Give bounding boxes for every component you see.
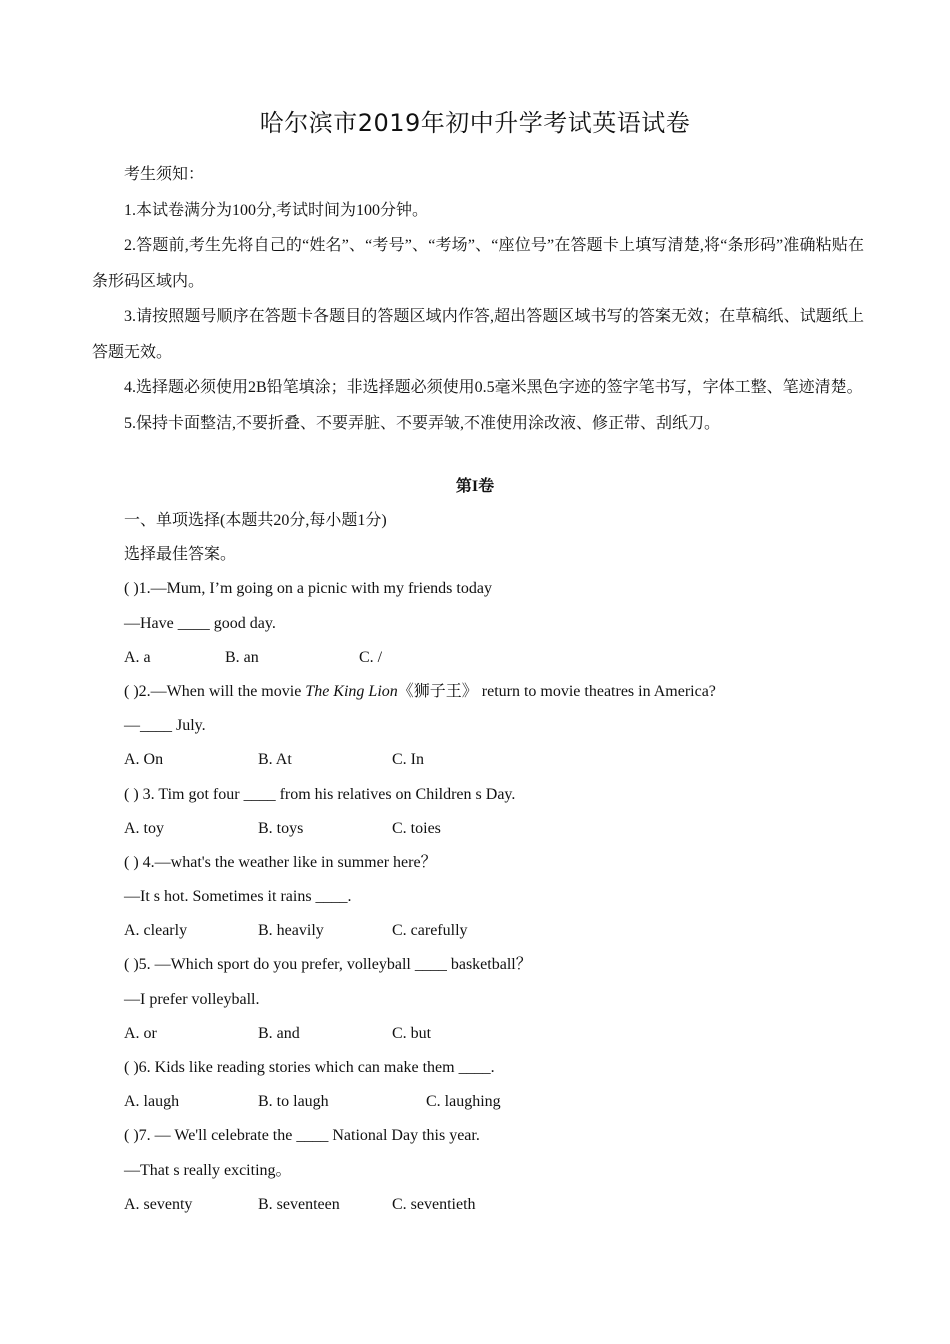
question-2-stem-end: 《狮子王》 return to movie theatres in America?: [397, 682, 716, 700]
question-6-options: [124, 1085, 864, 1119]
notice-item-4: 4.选择题必须使用2B铅笔填涂；非选择题必须使用0.5毫米黑色字迹的签字笔书写，字体工整、笔迹清楚。: [124, 379, 863, 396]
question-1-options: [124, 641, 864, 675]
question-7-option-c: C. seventieth: [392, 1195, 476, 1213]
question-2-option-a: A. On: [124, 751, 164, 769]
question-7-option-a: A. seventy: [124, 1195, 193, 1213]
question-2-option-b: B. At: [258, 751, 292, 769]
question-1-reply: —Have ____ good day.: [124, 614, 276, 632]
question-5-reply: —I prefer volleyball.: [124, 990, 260, 1008]
question-3-stem: ( ) 3. Tim got four ____ from his relatives on Children s Day.: [124, 785, 516, 803]
question-5-option-c: C. but: [392, 1024, 432, 1042]
question-4-option-b: B. heavily: [258, 922, 324, 940]
question-6-option-c: C. laughing: [426, 1093, 501, 1111]
question-1-option-a: A. a: [124, 648, 151, 666]
question-5-options: [124, 1017, 864, 1051]
question-3-option-a: A. toy: [124, 819, 164, 837]
question-2-movie-title: The King Lion: [305, 682, 398, 700]
question-3-options: [124, 812, 864, 846]
question-7-options: [124, 1188, 864, 1222]
question-2-reply: —____ July.: [124, 717, 206, 735]
question-2-option-c: C. In: [392, 751, 424, 769]
exam-title: 哈尔滨市2019年初中升学考试英语试卷: [259, 109, 691, 137]
question-1-stem: ( )1.—Mum, I’m going on a picnic with my friends today: [124, 580, 492, 598]
question-4-option-a: A. clearly: [124, 922, 188, 940]
question-6-stem: ( )6. Kids like reading stories which can make them ____.: [124, 1059, 495, 1076]
question-4-option-c: C. carefully: [392, 922, 468, 940]
notice-item-5: 5.保持卡面整洁,不要折叠、不要弄脏、不要弄皱,不准使用涂改液、修正带、刮纸刀。: [124, 414, 721, 432]
question-1-option-b: B. an: [225, 648, 259, 666]
question-1-option-c: C. /: [359, 648, 383, 666]
notice-item-1: 1.本试卷满分为100分,考试时间为100分钟。: [124, 201, 429, 219]
question-4-stem: ( ) 4.—what's the weather like in summer here？: [124, 853, 437, 871]
question-5-stem: ( )5. —Which sport do you prefer, volleyball ____ basketball？: [124, 956, 532, 974]
notice-heading: 考生须知：: [124, 166, 205, 183]
question-2-options: [124, 743, 864, 777]
notice-item-3: 3.请按照题号顺序在答题卡各题目的答题区域内作答,超出答题区域书写的答案无效；在草稿纸、试题纸上答题无效。: [92, 308, 864, 361]
question-2-stem-start: ( )2.—When will the movie: [124, 682, 306, 700]
part-heading: 一、单项选择(本题共20分,每小题1分): [124, 512, 387, 529]
question-6-option-b: B. to laugh: [258, 1093, 329, 1111]
question-7-option-b: B. seventeen: [258, 1195, 340, 1213]
question-4-options: [124, 914, 864, 948]
notice-item-2: 2.答题前,考生先将自己的“姓名”、“考号”、“考场”、“座位号”在答题卡上填写清楚,将“条形码”准确粘贴在条形码区域内。: [92, 237, 864, 290]
question-6-option-a: A. laugh: [124, 1093, 180, 1111]
question-5-option-a: A. or: [124, 1024, 157, 1042]
part-instruction: 选择最佳答案。: [124, 546, 237, 564]
question-4-reply: —It s hot. Sometimes it rains ____.: [124, 888, 352, 906]
question-7-stem: ( )7. — We'll celebrate the ____ National Day this year.: [124, 1127, 480, 1145]
question-3-option-b: B. toys: [258, 819, 304, 837]
question-7-reply: —That s really exciting。: [124, 1161, 292, 1179]
question-list: [124, 504, 864, 1222]
question-3-option-c: C. toies: [392, 819, 441, 837]
candidate-notice: [92, 157, 864, 441]
question-2-stem: [124, 675, 864, 709]
question-5-option-b: B. and: [258, 1024, 300, 1042]
section-title: 第I卷: [455, 478, 495, 495]
